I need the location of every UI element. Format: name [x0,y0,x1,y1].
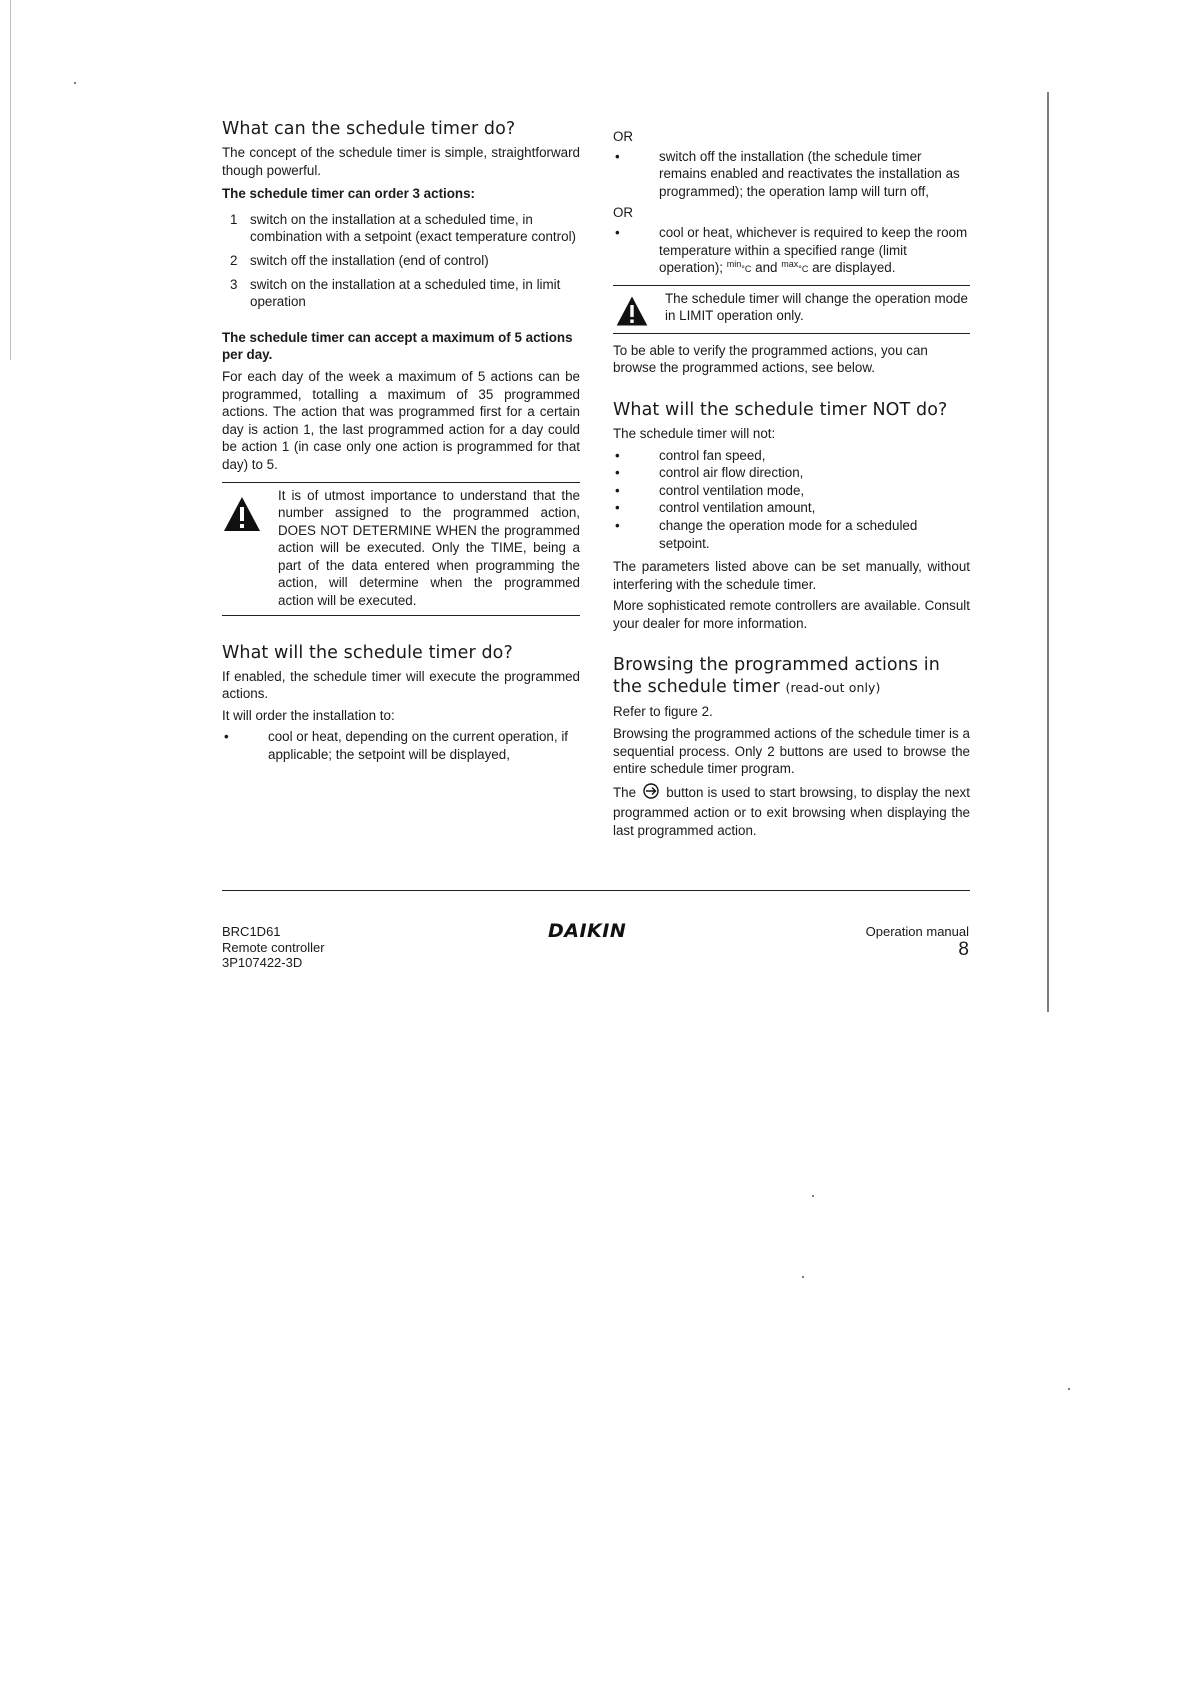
list-item: • switch off the installation (the schedule timer remains enabled and reactivates the installation as programmed); the operation lamp will turn off, [615,148,960,199]
list-text: control fan speed, [659,447,766,463]
or-list-2 [613,224,970,279]
footer-right [866,924,969,960]
list-text: switch off the installation (the schedule timer remains enabled and reactivates the installation as programmed); the operation lamp will turn off, [659,148,960,199]
warning-box [613,285,970,334]
warning-triangle-icon [222,495,262,533]
paragraph-if-enabled: If enabled, the schedule timer will execute the programmed actions. [222,668,580,702]
list-item: • control ventilation amount, [615,500,816,516]
actions-list [222,211,580,311]
paragraph-concept: The concept of the schedule timer is simple, straightforward though powerful. [222,145,580,178]
paragraph-set-manually: The parameters listed above can be set manually, without interfering with the schedule timer. [613,559,970,592]
section-heading-can-do: What can the schedule timer do? [222,119,516,139]
list-text: switch on the installation at a scheduled time, in combination with a setpoint (exact temperature control) [250,211,576,245]
page-number: 8 [958,938,969,960]
brand-logo: DAIKIN [548,920,627,942]
or-list-1 [613,148,970,201]
list-number: 2 [230,252,238,268]
heading-note: (read-out only) [785,680,881,696]
list-text: cool or heat, whichever is required to keep the room temperature within a specified range (limit operation); [659,224,968,276]
paragraph-refer-figure: Refer to figure 2. [613,704,713,720]
list-text: control ventilation amount, [659,500,816,516]
speck [74,82,76,84]
footer-rule [222,890,970,891]
browse-arrow-button-icon [640,782,662,805]
list-item: • cool or heat, whichever is required to keep the room temperature within a specified range (limit operation); $^{min}$°C and $^{max}$°C are displayed. [615,224,968,276]
paragraph-max-actions: The schedule timer can accept a maximum of 5 actions per day. [222,329,573,363]
paragraph-sophisticated: More sophisticated remote controllers are available. Consult your dealer for more information. [613,598,970,631]
text: The [613,784,637,800]
list-number: 3 [230,276,238,292]
scan-edge-line [10,0,11,360]
list-item [222,211,580,246]
section-heading-will-do: What will the schedule timer do? [222,642,513,663]
not-do-list [613,447,970,553]
section-heading-not-do: What will the schedule timer NOT do? [613,399,948,420]
list-text: switch off the installation (end of control) [250,252,489,268]
or-label: OR [613,205,634,221]
warning-box [222,482,580,616]
list-item [222,276,580,311]
footer-model: BRC1D61 [222,924,281,939]
list-item: • control fan speed, [615,447,766,463]
list-text: are displayed. [812,260,896,276]
warning-triangle-icon [615,294,649,328]
will-do-list [222,728,580,763]
unit-indicator: °C [798,264,809,275]
list-text: control ventilation mode, [659,482,805,498]
paragraph-browsing-process: Browsing the programmed actions of the schedule timer is a sequential process. Only 2 buttons are used to browse the entire schedule timer program. [613,726,970,777]
or-label: OR [613,129,634,144]
max-indicator: max [781,259,799,270]
paragraph-verify: To be able to verify the programmed actions, you can browse the programmed actions, see below. [613,342,928,376]
list-text: control air flow direction, [659,465,804,481]
section-heading-browsing [613,654,970,699]
list-text: switch on the installation at a scheduled time, in limit operation [250,276,561,310]
list-number: 1 [230,211,238,227]
footer-code: 3P107422-3D [222,955,303,970]
footer-doc-title: Operation manual [865,924,969,939]
list-item: • cool or heat, depending on the current operation, if applicable; the setpoint will be displayed, [224,729,569,763]
list-text: cool or heat, depending on the current operation, if applicable; the setpoint will be displayed, [268,729,569,763]
speck [812,1195,814,1197]
paragraph-will-not: The schedule timer will not: [613,425,776,441]
paragraph-three-actions: The schedule timer can order 3 actions: [222,186,476,202]
speck [1068,1388,1070,1390]
warning-text: The schedule timer will change the operation mode in LIMIT operation only. [665,290,968,324]
right-column [613,118,970,844]
text: button is used to start browsing, to display the next programmed action or to exit browsing when displaying the last programmed action. [613,784,970,839]
list-item [222,252,580,270]
paragraph-actions-per-week: For each day of the week a maximum of 5 actions can be programmed, totalling a maximum of 35 programmed actions. The action that was programmed first for a certain day is action 1, the last programmed action for a day could be action 1 (in case only one action is programmed for that day) to 5. [222,368,580,472]
heading-text: Browsing the programmed actions in the schedule timer [613,655,940,698]
footer-left [222,924,325,971]
paragraph-browse-button [613,782,970,840]
left-column [222,118,580,768]
unit-indicator: °C [741,264,752,275]
list-item: • control ventilation mode, [615,482,805,498]
paragraph-order-installation: It will order the installation to: [222,707,395,723]
and-text: and [755,260,778,276]
list-item: • control air flow direction, [615,465,804,481]
min-indicator: min [726,259,742,270]
speck [802,1276,804,1278]
warning-text: It is of utmost importance to understand that the number assigned to the programmed action, DOES NOT DETERMINE WHEN the programmed action will be executed. Only the TIME, being a part of the data entered when programming the action, will determine when the programmed action will be executed. [278,487,580,609]
scan-edge-line-right [1047,92,1049,1012]
footer-product: Remote controller [222,939,325,955]
list-item: • change the operation mode for a scheduled setpoint. [615,517,918,551]
list-text: change the operation mode for a scheduled setpoint. [659,517,918,551]
